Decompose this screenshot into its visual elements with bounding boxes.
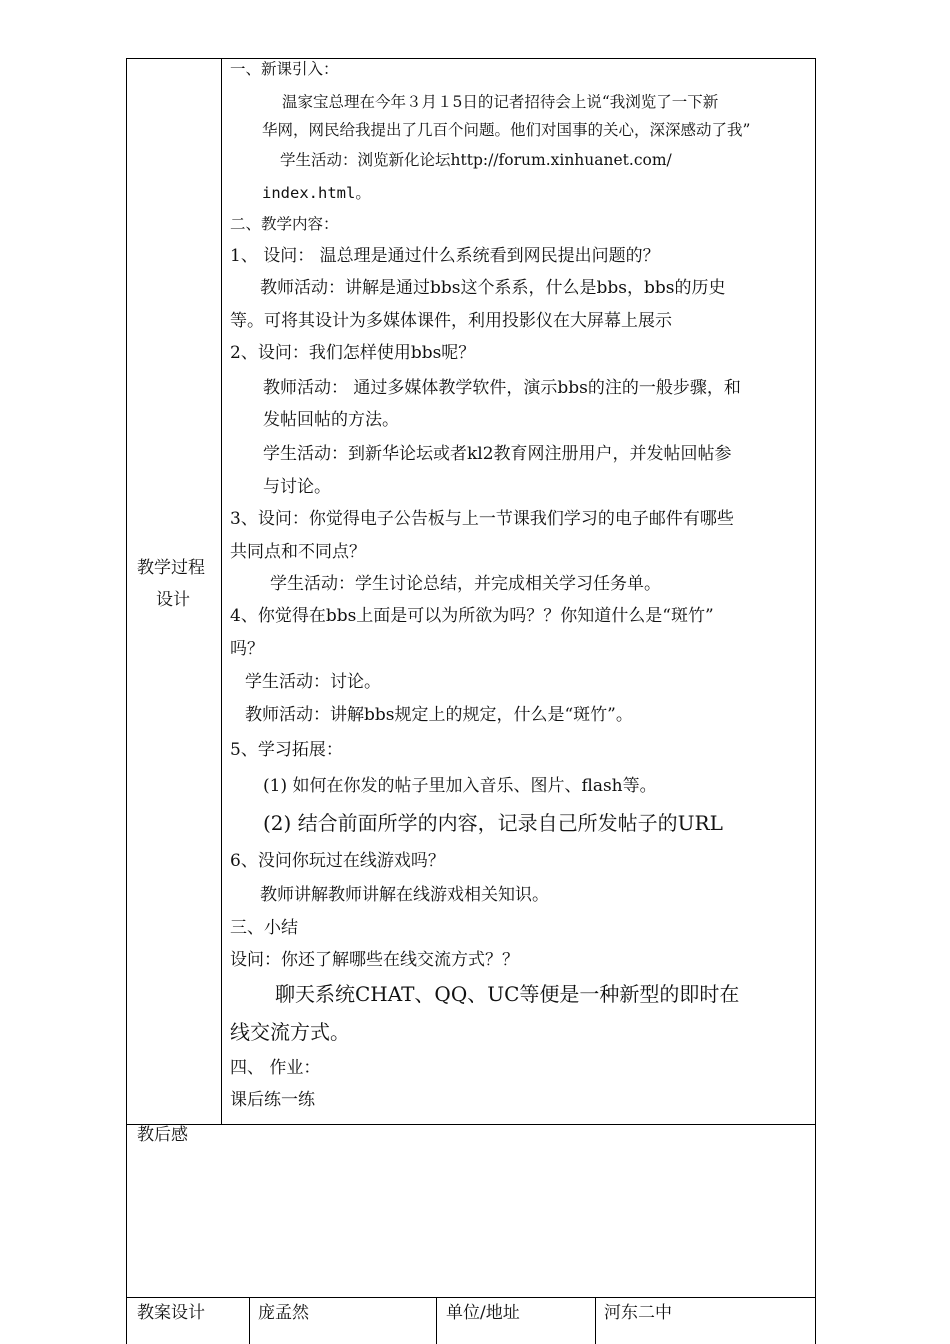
footer-col-2 bbox=[436, 1297, 437, 1344]
footer-designer-name: 庞孟然 bbox=[258, 1303, 309, 1323]
student-activity-2-line-2: 与讨论。 bbox=[263, 477, 331, 497]
intro-quote-line-2: 华网，网民给我提出了几百个问题。他们对国事的关心，深深感动了我” bbox=[262, 121, 751, 139]
teacher-explains-games: 教师讲解教师讲解在线游戏相关知识。 bbox=[260, 885, 549, 905]
process-label-line-2: 设计 bbox=[156, 590, 190, 610]
footer-design-label: 教案设计 bbox=[137, 1303, 205, 1323]
question-4-line-2: 吗？ bbox=[230, 639, 264, 659]
section-extension: 5、学习拓展： bbox=[230, 740, 343, 760]
process-label-line-1: 教学过程 bbox=[137, 558, 205, 578]
question-4-line-1: 4、你觉得在bbs上面是可以为所欲为吗？？你知道什么是“斑竹” bbox=[230, 606, 714, 626]
teacher-activity-4: 教师活动：讲解bbs规定上的规定，什么是“斑竹”。 bbox=[245, 705, 633, 725]
divider-reflection bbox=[126, 1124, 816, 1125]
student-activity-url-end: index.html。 bbox=[262, 184, 371, 202]
student-activity-2-line-1: 学生活动：到新华论坛或者kl2教育网注册用户，并发帖回帖参 bbox=[263, 444, 732, 464]
footer-col-1 bbox=[249, 1297, 250, 1344]
footer-unit-value: 河东二中 bbox=[604, 1303, 672, 1323]
intro-quote-line-1: 温家宝总理在今年３月１5日的记者招待会上说“我浏览了一下新 bbox=[282, 93, 719, 111]
teacher-activity-2-line-2: 发帖回帖的方法。 bbox=[263, 410, 399, 430]
question-1: 1、 设问： 温总理是通过什么系统看到网民提出问题的？ bbox=[230, 246, 660, 266]
summary-question: 设问：你还了解哪些在线交流方式？？ bbox=[230, 950, 519, 970]
summary-answer-line-2: 线交流方式。 bbox=[230, 1020, 350, 1044]
homework-item: 课后练一练 bbox=[230, 1090, 315, 1110]
footer-unit-label: 单位/地址 bbox=[446, 1303, 520, 1323]
question-3-line-1: 3、设问：你觉得电子公告板与上一节课我们学习的电子邮件有哪些 bbox=[230, 509, 734, 529]
extension-item-2: (2) 结合前面所学的内容，记录自己所发帖子的URL bbox=[263, 811, 723, 835]
teacher-activity-1-line-1: 教师活动：讲解是通过bbs这个系系，什么是bbs，bbs的历史 bbox=[260, 278, 726, 298]
teacher-activity-2-line-1: 教师活动： 通过多媒体教学软件，演示bbs的注的一般步骤，和 bbox=[263, 378, 741, 398]
footer-col-3 bbox=[595, 1297, 596, 1344]
student-activity-4: 学生活动：讨论。 bbox=[245, 672, 381, 692]
question-3-line-2: 共同点和不同点？ bbox=[230, 542, 366, 562]
section-intro-heading: 一、新课引入： bbox=[230, 60, 339, 78]
summary-answer-line-1: 聊天系统CHAT、QQ、UC等便是一种新型的即时在 bbox=[275, 982, 740, 1006]
divider-footer bbox=[126, 1297, 816, 1298]
question-6: 6、没问你玩过在线游戏吗？ bbox=[230, 851, 445, 871]
section-homework: 四、 作业： bbox=[230, 1058, 321, 1078]
reflection-label: 教后感 bbox=[137, 1125, 188, 1145]
student-activity-3: 学生活动：学生讨论总结，并完成相关学习任务单。 bbox=[270, 574, 661, 594]
student-activity-browse: 学生活动：浏览新化论坛http://forum.xinhuanet.com/ bbox=[280, 151, 672, 169]
border-right bbox=[815, 58, 816, 1344]
teacher-activity-1-line-2: 等。可将其设计为多媒体课件，利用投影仪在大屏幕上展示 bbox=[230, 311, 672, 331]
section-content-heading: 二、教学内容： bbox=[230, 215, 339, 233]
border-left bbox=[126, 58, 127, 1344]
question-2: 2、设问：我们怎样使用bbs呢？ bbox=[230, 343, 476, 363]
extension-item-1: (1) 如何在你发的帖子里加入音乐、图片、flash等。 bbox=[263, 776, 657, 796]
divider-label-column bbox=[221, 58, 222, 1125]
section-summary: 三、小结 bbox=[230, 918, 298, 938]
